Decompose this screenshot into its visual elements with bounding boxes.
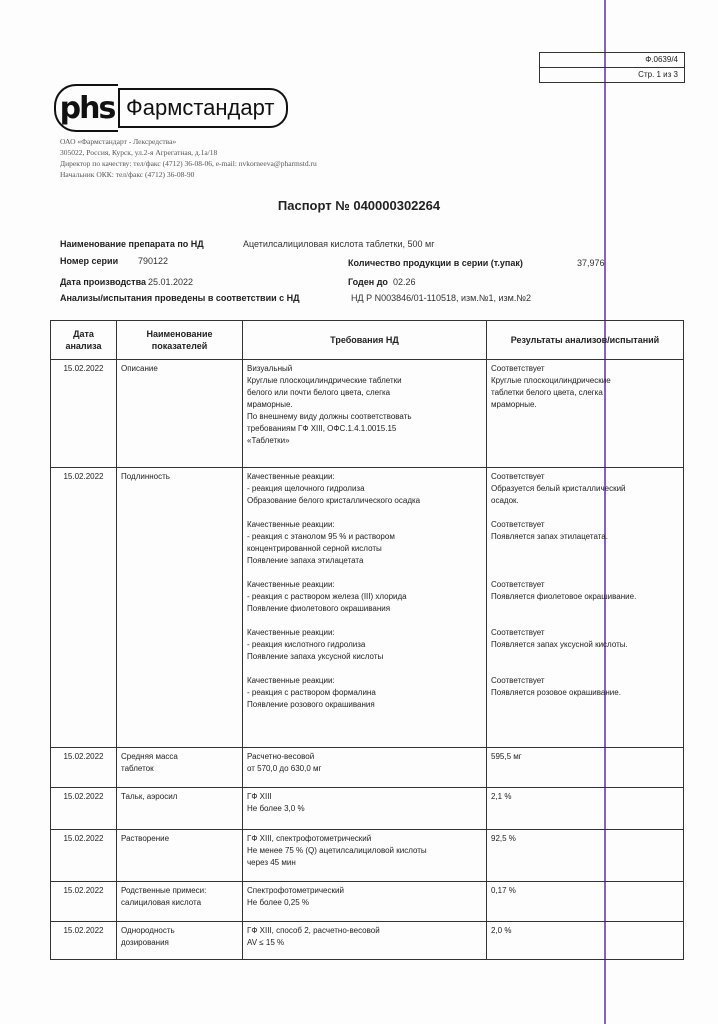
form-code: Ф.0639/4 [645,55,678,64]
req-line: - реакция с этанолом 95 % и раствором [247,532,395,541]
table-row [51,882,684,922]
company-name: ОАО «Фармстандарт - Лексредства» [60,137,177,146]
req-line: Круглые плоскоцилиндрические таблетки [247,376,402,385]
req-line: Не более 3,0 % [247,804,305,813]
row-indicator [117,922,243,960]
company-address: 305022, Россия, Курск, ул.2-я Агрегатная, д.1а/18 [60,148,218,157]
row-result [487,882,684,922]
result-line: Соответствует [491,472,545,481]
table-row [51,360,684,468]
row-date: 15.02.2022 [51,922,117,960]
row-indicator: Описание [117,360,243,468]
tests-value: НД Р N003846/01-110518, изм.№1, изм.№2 [351,293,532,303]
row-result [487,788,684,830]
indicator-line: Средняя масса [121,752,178,761]
result-line: 92,5 % [491,834,516,843]
result-line: Соответствует [491,520,545,529]
indicator-line: дозирования [121,938,169,947]
result-block [491,675,679,699]
req-line: Спектрофотометрический [247,886,344,895]
indicator-line: Тальк, аэросил [121,792,178,801]
req-line: По внешнему виду должны соответствовать [247,412,412,421]
req-line: - реакция с раствором железа (III) хлорида [247,592,407,601]
result-line: 2,1 % [491,792,512,801]
indicator-line: таблеток [121,764,154,773]
req-line: «Таблетки» [247,436,290,445]
req-line: Качественные реакции: [247,676,335,685]
req-block [247,579,482,615]
req-line: концентрированной серной кислоты [247,544,382,553]
row-requirements [243,360,487,468]
row-indicator [117,882,243,922]
req-block [247,519,482,567]
req-line: Расчетно-весовой [247,752,315,761]
result-line: Появляется запах уксусной кислоты. [491,640,628,649]
row-requirements [243,922,487,960]
row-requirements [243,882,487,922]
req-line: - реакция с раствором формалина [247,688,376,697]
result-line: мраморные. [491,400,537,409]
req-line: белого или почти белого цвета, слегка [247,388,391,397]
result-line: 2,0 % [491,926,512,935]
req-line: мраморные. [247,400,293,409]
result-line: Появляется запах этилацетата. [491,532,608,541]
row-result [487,922,684,960]
req-line: Качественные реакции: [247,520,335,529]
req-block [247,627,482,663]
req-line: - реакция щелочного гидролиза [247,484,365,493]
row-requirements [243,748,487,788]
req-line: ГФ XIII, способ 2, расчетно-весовой [247,926,380,935]
tests-label: Анализы/испытания проведены в соответствии с НД [60,293,300,303]
expiry-label: Годен до [348,277,388,287]
company-qc-head: Начальник ОКК: тел/факс (4712) 36-08-90 [60,170,195,179]
production-date-value: 25.01.2022 [148,277,194,287]
company-director: Директор по качеству: тел/факс (4712) 36-08-06, e-mail: nvkorneeva@pharmstd.ru [60,159,317,168]
req-line: - реакция кислотного гидролиза [247,640,366,649]
series-label: Номер серии [60,256,119,266]
result-block [491,519,679,543]
row-result [487,468,684,748]
req-block [247,471,482,507]
row-requirements [243,468,487,748]
row-result [487,748,684,788]
result-block [491,627,679,651]
table-row [51,748,684,788]
expiry-value: 02.26 [393,277,416,287]
table-row [51,830,684,882]
row-date: 15.02.2022 [51,788,117,830]
result-line: Появляется розовое окрашивание. [491,688,621,697]
req-line: Появление фиолетового окрашивания [247,604,391,613]
row-result [487,830,684,882]
result-line: таблетки белого цвета, слегка [491,388,603,397]
analysis-table [50,320,684,960]
result-line: Круглые плоскоцилиндрические [491,376,611,385]
series-value: 790122 [138,256,169,266]
row-result [487,360,684,468]
qty-value: 37,976 [577,258,605,268]
passport-title: Паспорт № 040000302264 [277,198,441,213]
req-line: Не менее 75 % (Q) ацетилсалициловой кислоты [247,846,427,855]
row-date: 15.02.2022 [51,748,117,788]
col-header-requirements: Требования НД [243,321,487,360]
company-info [60,136,317,180]
table-row [51,468,684,748]
indicator-line: Родственные примеси: [121,886,207,895]
logo-mark: phs [54,84,118,132]
result-line: Соответствует [491,364,545,373]
req-line: ГФ XIII [247,792,272,801]
result-line: Образуется белый кристаллический [491,484,626,493]
row-date: 15.02.2022 [51,882,117,922]
req-line: Образование белого кристаллического осадка [247,496,421,505]
req-line: от 570,0 до 630,0 мг [247,764,322,773]
col-header-date: Дата анализа [51,321,117,360]
row-requirements [243,788,487,830]
req-block [247,675,482,711]
result-block [491,579,679,603]
result-line: 0,17 % [491,886,516,895]
qty-label: Количество продукции в серии (т.упак) [348,258,523,268]
indicator-line: Однородность [121,926,175,935]
result-line: Соответствует [491,628,545,637]
table-row [51,922,684,960]
drug-value: Ацетилсалициловая кислота таблетки, 500 мг [243,239,435,249]
col-header-results: Результаты анализов/испытаний [487,321,684,360]
result-line: Появляется фиолетовое окрашивание. [491,592,637,601]
req-line: требованиям ГФ XIII, ОФС.1.4.1.0015.15 [247,424,397,433]
req-line: через 45 мин [247,858,296,867]
row-indicator [117,788,243,830]
req-line: Появление розового окрашивания [247,700,375,709]
table-row [51,788,684,830]
result-block [491,471,679,507]
indicator-line: салициловая кислота [121,898,202,907]
req-line: AV ≤ 15 % [247,938,285,947]
row-indicator [117,830,243,882]
row-indicator: Подлинность [117,468,243,748]
row-date: 15.02.2022 [51,360,117,468]
req-line: ГФ XIII, спектрофотометрический [247,834,372,843]
result-line: осадок. [491,496,519,505]
row-date: 15.02.2022 [51,830,117,882]
req-line: Качественные реакции: [247,628,335,637]
req-line: Не более 0,25 % [247,898,309,907]
form-code-box [539,52,685,83]
company-logo [54,86,288,130]
indicator-line: Растворение [121,834,170,843]
req-line: Визуальный [247,364,293,373]
page-number: Стр. 1 из 3 [540,67,684,82]
result-line: 595,5 мг [491,752,522,761]
row-indicator [117,748,243,788]
row-date: 15.02.2022 [51,468,117,748]
req-line: Качественные реакции: [247,580,335,589]
row-requirements [243,830,487,882]
result-line: Соответствует [491,676,545,685]
logo-text: Фармстандарт [118,88,288,128]
col-header-indicator: Наименование показателей [117,321,243,360]
req-line: Появление запаха этилацетата [247,556,364,565]
req-line: Качественные реакции: [247,472,335,481]
result-line: Соответствует [491,580,545,589]
table-header-row [51,321,684,360]
req-line: Появление запаха уксусной кислоты [247,652,384,661]
drug-label: Наименование препарата по НД [60,239,204,249]
production-date-label: Дата производства [60,277,146,287]
